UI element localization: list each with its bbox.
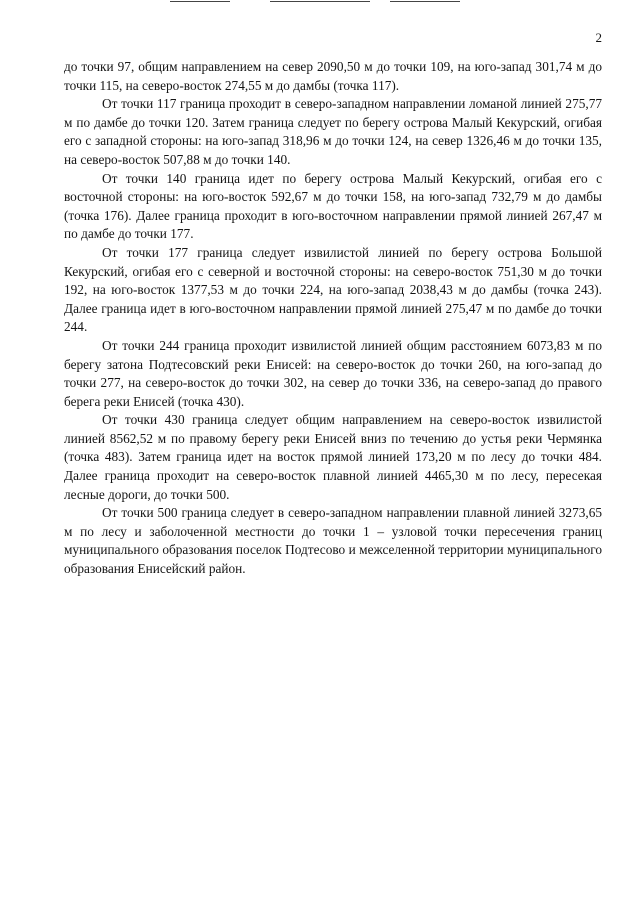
paragraph: От точки 500 граница следует в северо-западном направлении плавной линией 3273,65 м по лесу и заболоченной местности до точки 1 – узловой точки пересечения границ муниципального образования поселок Подтесово и межселенной территории муниципального образования Енисейский район.: [64, 505, 602, 577]
page-number: 2: [595, 30, 602, 45]
paragraph-continuation: до точки 97, общим направлением на север 2090,50 м до точки 109, на юго-запад 301,74 м до точки 115, на северо-восток 274,55 м до дамбы (точка 117).: [64, 59, 602, 93]
paragraph: От точки 430 граница следует общим направлением на северо-восток извилистой линией 8562,52 м по правому берегу реки Енисей вниз по течению до устья реки Чермянка (точка 483). Затем граница идет на восток прямой линией 173,20 м по лесу до точки 484. Далее граница проходит на северо-восток плавной линией 4465,30 м по лесу, пересекая лесные дороги, до точки 500.: [64, 412, 602, 502]
paragraph: От точки 177 граница следует извилистой линией по берегу острова Большой Кекурский, огибая его с северной и восточной стороны: на северо-восток 751,30 м до точки 192, на юго-восток 1377,53 м до точки 224, на юго-запад 2038,43 м до дамбы (точка 243). Далее граница идет в юго-восточном направлении прямой линией 275,47 м по дамбе до точки 244.: [64, 244, 602, 335]
scan-edge-lines: [0, 0, 640, 6]
paragraph: От точки 140 граница идет по берегу острова Малый Кекурский, огибая его с восточной стороны: на юго-восток 592,67 м до точки 158, на юго-запад 732,79 м до дамбы (точка 176). Далее граница проходит в юго-восточном направлении прямой линией 267,47 м по дамбе до точки 177.: [64, 170, 602, 242]
document-body: [64, 58, 602, 579]
paragraph: От точки 244 граница проходит извилистой линией общим расстоянием 6073,83 м по берегу затона Подтесовский реки Енисей: на северо-восток до точки 260, на юго-запад до точки 277, на северо-восток до точки 302, на север до точки 336, на северо-запад до правого берега реки Енисей (точка 430).: [64, 337, 602, 409]
paragraph: От точки 117 граница проходит в северо-западном направлении ломаной линией 275,77 м по дамбе до точки 120. Затем граница следует по берегу острова Малый Кекурский, огибая его с западной стороны: на юго-запад 318,96 м до точки 124, на север 1326,46 м до точки 135, на северо-восток 507,88 м до точки 140.: [64, 96, 602, 167]
